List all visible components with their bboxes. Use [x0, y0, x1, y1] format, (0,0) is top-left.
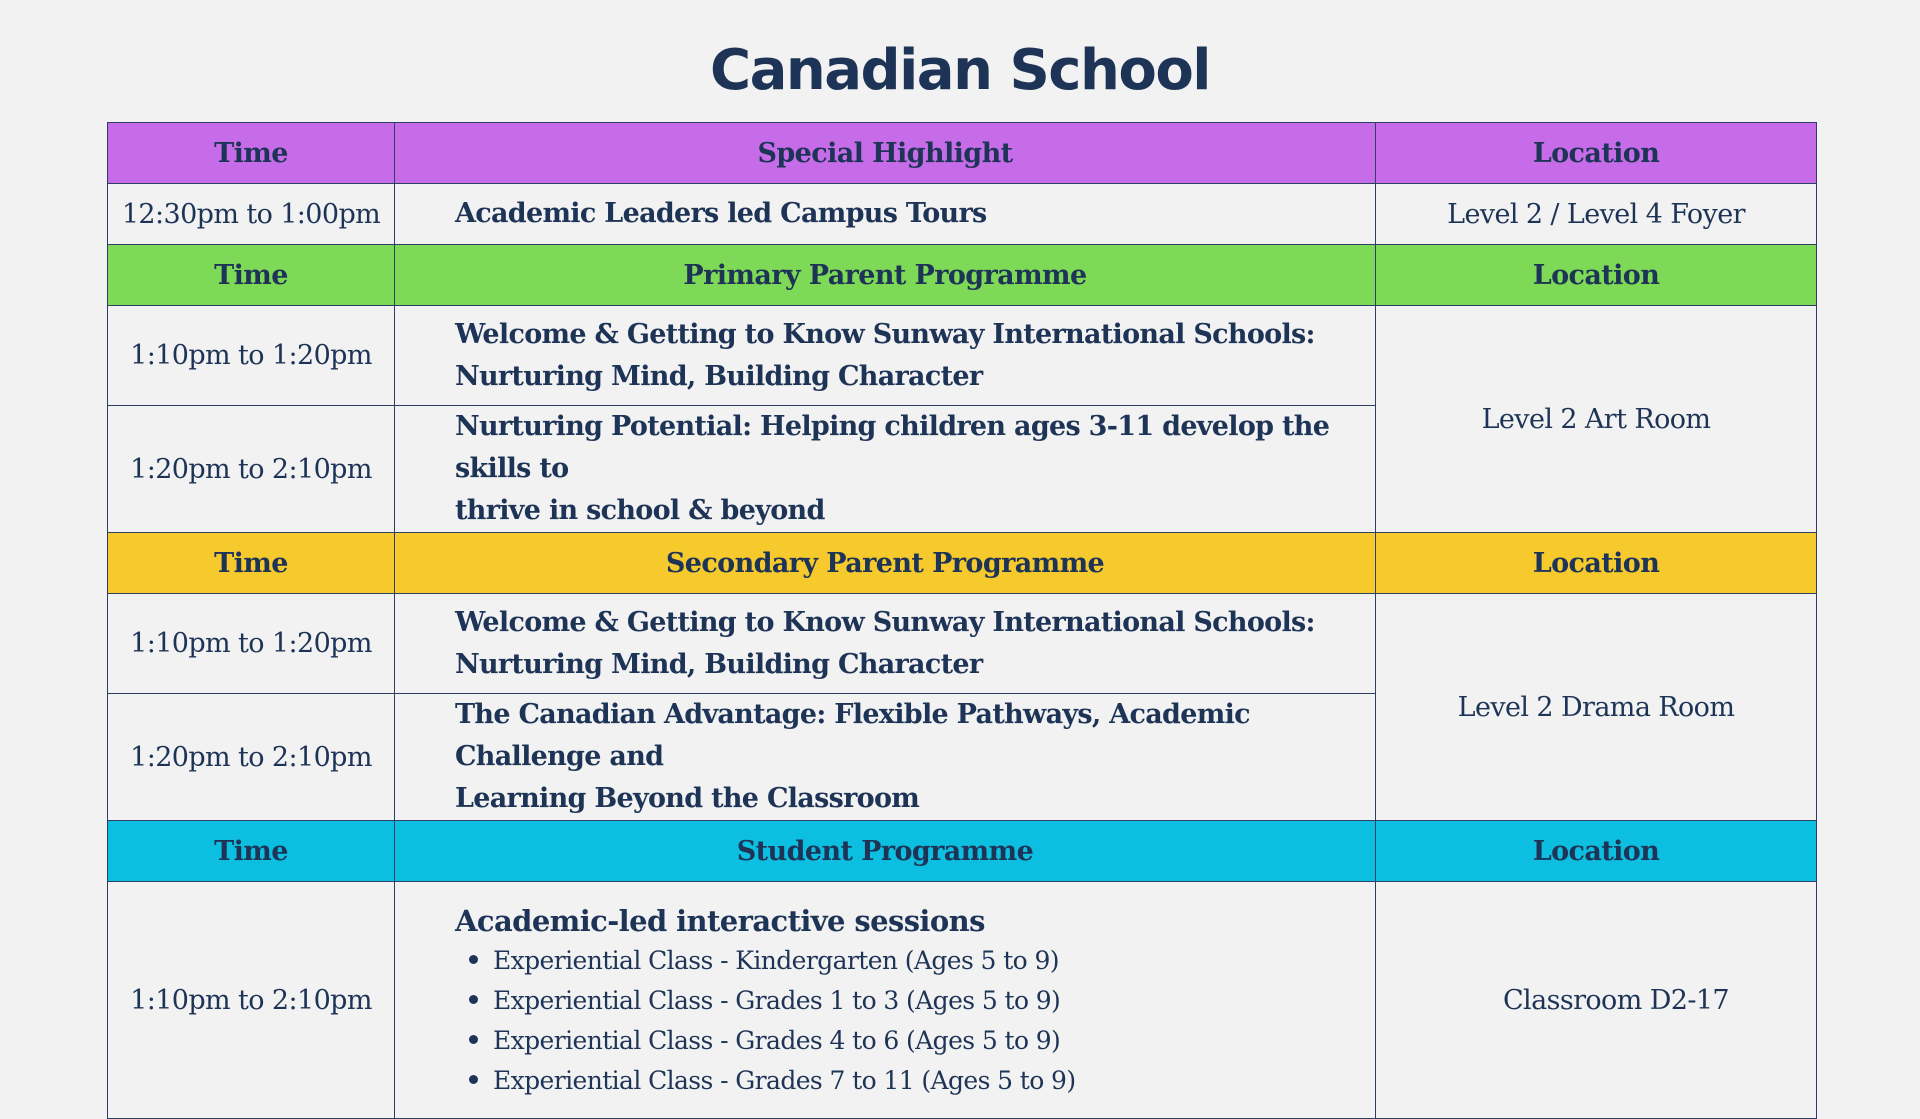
- session-line: Nurturing Mind, Building Character: [455, 360, 983, 392]
- time-cell: 1:10pm to 2:10pm: [108, 882, 395, 1119]
- secondary-programme-header: Secondary Parent Programme: [395, 533, 1376, 594]
- time-cell: 12:30pm to 1:00pm: [108, 184, 395, 245]
- list-item-label: Experiential Class - Kindergarten (Ages 5 to 9): [493, 946, 1059, 975]
- time-column-header: Time: [108, 533, 395, 594]
- time-cell: 1:20pm to 2:10pm: [108, 694, 395, 821]
- location-column-header: Location: [1376, 245, 1817, 306]
- table-row: [108, 184, 1817, 245]
- table-row: [108, 594, 1817, 694]
- special-header-row: [108, 123, 1817, 184]
- list-item-label: Experiential Class - Grades 4 to 6 (Ages 5 to 9): [493, 1026, 1061, 1055]
- session-line: Nurturing Mind, Building Character: [455, 648, 983, 680]
- bullet-icon: [469, 995, 478, 1004]
- location-cell: Level 2 Art Room: [1376, 306, 1817, 533]
- session-cell: [395, 406, 1376, 533]
- list-item: [491, 941, 1355, 981]
- primary-programme-header: Primary Parent Programme: [395, 245, 1376, 306]
- session-cell: [395, 594, 1376, 694]
- session-list: [455, 941, 1355, 1101]
- list-item-label: Experiential Class - Grades 7 to 11 (Ages 5 to 9): [493, 1066, 1076, 1095]
- student-programme-header: Student Programme: [395, 821, 1376, 882]
- table-row: [108, 882, 1817, 1119]
- location-cell: Level 2 Drama Room: [1376, 594, 1817, 821]
- time-column-header: Time: [108, 245, 395, 306]
- secondary-header-row: [108, 533, 1817, 594]
- special-highlight-header: Special Highlight: [395, 123, 1376, 184]
- session-cell: [395, 306, 1376, 406]
- list-item-label: Experiential Class - Grades 1 to 3 (Ages 5 to 9): [493, 986, 1061, 1015]
- session-line: Welcome & Getting to Know Sunway International Schools:: [455, 318, 1315, 350]
- bullet-icon: [469, 955, 478, 964]
- location-column-header: Location: [1376, 821, 1817, 882]
- session-line: The Canadian Advantage: Flexible Pathways, Academic Challenge and: [455, 699, 1250, 772]
- location-column-header: Location: [1376, 533, 1817, 594]
- page-title: Canadian School: [709, 38, 1210, 103]
- session-line: Welcome & Getting to Know Sunway International Schools:: [455, 606, 1315, 638]
- schedule-table: [107, 122, 1817, 1119]
- student-header-row: [108, 821, 1817, 882]
- list-item: [491, 1061, 1355, 1101]
- session-cell: [395, 882, 1376, 1119]
- session-line: thrive in school & beyond: [455, 495, 825, 526]
- table-row: [108, 306, 1817, 406]
- session-line: Learning Beyond the Classroom: [455, 783, 920, 814]
- list-item: [491, 1021, 1355, 1061]
- location-column-header: Location: [1376, 123, 1817, 184]
- bullet-icon: [469, 1035, 478, 1044]
- time-cell: 1:20pm to 2:10pm: [108, 406, 395, 533]
- primary-header-row: [108, 245, 1817, 306]
- session-line: Nurturing Potential: Helping children ages 3-11 develop the skills to: [455, 411, 1330, 484]
- session-title: Academic-led interactive sessions: [455, 904, 985, 938]
- list-item: [491, 981, 1355, 1021]
- location-cell: Classroom D2-17: [1376, 882, 1817, 1119]
- time-cell: 1:10pm to 1:20pm: [108, 594, 395, 694]
- time-cell: 1:10pm to 1:20pm: [108, 306, 395, 406]
- time-column-header: Time: [108, 123, 395, 184]
- session-cell: [395, 694, 1376, 821]
- session-cell: Academic Leaders led Campus Tours: [395, 184, 1376, 245]
- location-cell: Level 2 / Level 4 Foyer: [1376, 184, 1817, 245]
- time-column-header: Time: [108, 821, 395, 882]
